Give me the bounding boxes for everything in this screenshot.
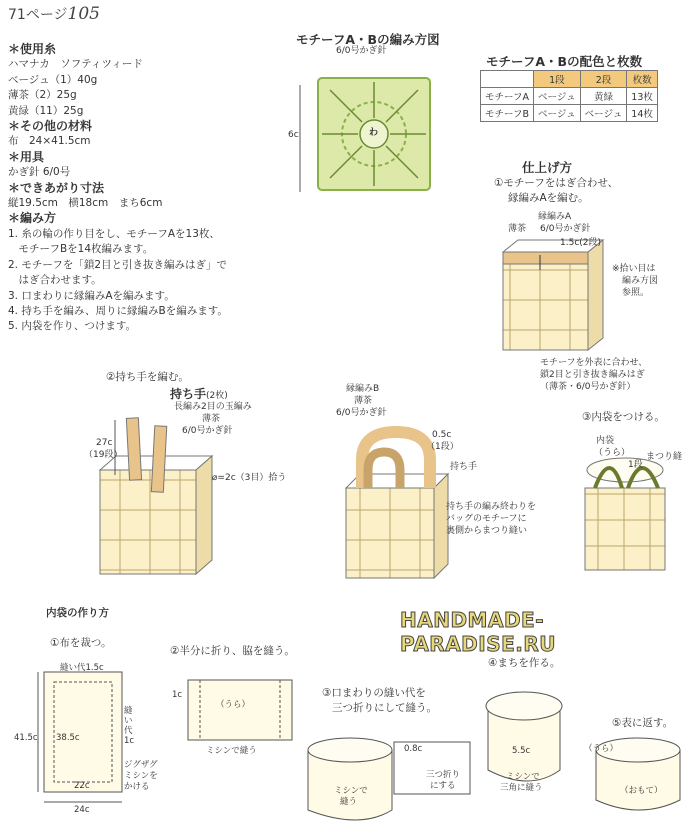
edge-b-label: 縁編みB — [346, 384, 380, 394]
motif-title: モチーフA・Bの編み方図 — [296, 32, 440, 47]
join-2: 鎖2目と引き抜き編みはぎ — [540, 370, 645, 380]
step-line: 4. 持ち手を編み、周りに縁編みBを編みます。 — [8, 304, 228, 317]
steps-heading: ＊編み方 — [8, 211, 57, 226]
step3-fold-2: にする — [430, 781, 456, 791]
finish-title: 仕上げ方 — [522, 160, 573, 175]
attach-step: ③内袋をつける。 — [582, 411, 665, 423]
seam-side-2: い — [124, 716, 133, 726]
step-line: 5. 内袋を作り、つけます。 — [8, 320, 137, 333]
watermark: HANDMADE-PARADISE.RU — [400, 608, 557, 656]
bag-with-lining-illustration — [585, 458, 665, 570]
edge-b-size: 0.5c — [432, 430, 452, 440]
step-line: 2. モチーフを「鎖2目と引き抜き編みはぎ」で — [8, 258, 228, 271]
cloth-size: 布 24×41.5cm — [8, 135, 91, 148]
step-line: モチーフBを14枚編みます。 — [8, 243, 154, 256]
step2-sew: ミシンで縫う — [206, 746, 257, 756]
handle-pick-text: =2c（3目）拾う — [217, 473, 287, 483]
handle-hook: 6/0号かぎ針 — [182, 426, 233, 436]
handle-count: (2枚) — [206, 391, 228, 401]
join-3: （薄茶・6/0号かぎ針） — [540, 382, 636, 392]
other-heading: ＊その他の材料 — [8, 119, 93, 134]
zigzag-2: ミシンを — [124, 771, 158, 781]
finish-step1b: 縁編みAを編む。 — [508, 192, 589, 204]
gusset-diagram — [486, 692, 562, 781]
table-cell: 14枚 — [627, 105, 658, 122]
handle-pick: ⌀=2c（3目）拾う — [212, 473, 287, 483]
seam-side-4: 1c — [124, 736, 135, 746]
zigzag-3: かける — [124, 782, 150, 792]
edge-b-color: 薄茶 — [354, 396, 373, 406]
step3-0-8c: 0.8c — [404, 744, 423, 754]
inner-step2: ②半分に折り、脇を縫う。 — [170, 645, 295, 657]
motif-diagram — [300, 78, 430, 192]
step5-front: （おもて） — [620, 786, 663, 796]
table-cell: 2段 — [580, 71, 627, 88]
page-number: 105 — [67, 4, 100, 24]
color-table-title: モチーフA・Bの配色と枚数 — [486, 54, 643, 69]
handle-title — [170, 385, 228, 402]
yarn-heading: ＊使用糸 — [8, 42, 57, 56]
handle-stitch: 長編み2目の玉編み — [174, 402, 252, 412]
materials-block — [8, 42, 228, 335]
seam-side-3: 代 — [124, 726, 133, 736]
table-header-row — [481, 71, 658, 88]
step2-1c: 1c — [172, 690, 183, 700]
edge-b-hook: 6/0号かぎ針 — [336, 408, 387, 418]
step4-5-5c: 5.5c — [512, 746, 531, 756]
step-line: 1. 糸の輪の作り目をし、モチーフAを13枚、 — [8, 227, 220, 240]
step5-back: （うら） — [584, 744, 619, 754]
table-row — [481, 105, 658, 122]
table-row — [481, 88, 658, 105]
inner-step1: ①布を裁つ。 — [50, 637, 112, 649]
finished-bag-illustration — [503, 240, 603, 350]
edge-a-hook: 6/0号かぎ針 — [540, 224, 591, 234]
step4-sew-2: 三角に縫う — [500, 783, 543, 793]
yarn-brand: ハマナカ ソフティツィード — [8, 58, 143, 71]
handle-rows: （19段） — [84, 450, 123, 460]
sew-2: バッグのモチーフに — [446, 514, 527, 524]
handle-color: 薄茶 — [202, 414, 221, 424]
cloth-height: 41.5c — [14, 733, 38, 743]
inner-step3b: 三つ折りにして縫う。 — [332, 702, 437, 714]
cloth-inner-width: 22c — [74, 781, 90, 791]
color-table — [480, 70, 658, 122]
note-3: 参照。 — [622, 288, 650, 298]
sew-3: 裏側からまつり縫い — [446, 526, 528, 536]
page-label: 71ページ — [8, 7, 68, 23]
note-2: 編み方図 — [622, 276, 659, 286]
cloth-width: 24c — [74, 805, 90, 815]
table-cell: 黄緑 — [580, 88, 627, 105]
yarn-3: 黄緑（11）25g — [8, 104, 84, 117]
step-line: 3. 口まわりに縁編みAを編みます。 — [8, 289, 175, 302]
handle-title-text: 持ち手 — [170, 387, 207, 401]
handle-length: 27c — [96, 438, 113, 448]
page-header — [8, 4, 100, 24]
handle-step: ②持ち手を編む。 — [106, 371, 189, 383]
bag-with-handles-illustration — [346, 432, 448, 578]
inner-step4: ④まちを作る。 — [488, 657, 561, 669]
finished-size: 縦19.5cm 横18cm まち6cm — [8, 197, 163, 210]
seam-side-1: 縫 — [124, 706, 133, 716]
attach-stitch: まつり縫 — [646, 452, 683, 462]
table-cell: 1段 — [534, 71, 581, 88]
attach-back: （うら） — [594, 448, 631, 458]
table-cell: 枚数 — [627, 71, 658, 88]
seam-allowance: 縫い代1.5c — [60, 663, 104, 673]
attach-inner: 内袋 — [596, 436, 615, 446]
step4-sew-1: ミシンで — [506, 772, 540, 782]
hook-size: かぎ針 6/0号 — [8, 166, 71, 179]
yarn-1: ベージュ（1）40g — [8, 73, 98, 86]
cloth-inner-height: 38.5c — [56, 733, 80, 743]
step3-sew-1: ミシンで — [334, 786, 368, 796]
handle-illustration — [100, 418, 212, 574]
attach-row: 1段 — [628, 460, 643, 470]
motif-center: わ — [369, 128, 379, 138]
table-cell — [481, 71, 534, 88]
edge-b-rows: （1段） — [426, 442, 459, 452]
join-1: モチーフを外表に合わせ、 — [540, 358, 648, 368]
zigzag-1: ジグザグ — [124, 760, 158, 770]
table-cell: ベージュ — [580, 105, 627, 122]
motif-hook: 6/0号かぎ針 — [336, 46, 387, 56]
inner-bag-title: 内袋の作り方 — [46, 607, 109, 619]
handle-label: 持ち手 — [450, 462, 478, 472]
tools-heading: ＊用具 — [8, 149, 45, 164]
step3-fold-1: 三つ折り — [426, 770, 461, 780]
yarn-2: 薄茶（2）25g — [8, 89, 77, 102]
note-1: ※拾い目は — [612, 264, 656, 274]
edge-a-size: 1.5c(2段) — [560, 238, 602, 248]
edge-a-label: 縁編みA — [538, 212, 572, 222]
step-line: はぎ合わせます。 — [8, 274, 102, 287]
motif-size: 6c — [288, 130, 299, 140]
table-cell: ベージュ — [534, 88, 581, 105]
step2-back: （うら） — [216, 700, 251, 710]
table-cell: モチーフA — [481, 88, 534, 105]
inner-step3a: ③口まわりの縫い代を — [322, 687, 426, 699]
step3-sew-2: 縫う — [340, 797, 358, 807]
table-cell: 13枚 — [627, 88, 658, 105]
edge-a-color: 薄茶 — [508, 224, 527, 234]
table-cell: ベージュ — [534, 105, 581, 122]
inner-step5: ⑤表に返す。 — [612, 717, 674, 729]
size-heading: ＊できあがり寸法 — [8, 180, 105, 195]
sew-1: 持ち手の編み終わりを — [446, 502, 537, 512]
finish-step1: ①モチーフをはぎ合わせ、 — [494, 177, 619, 189]
table-cell: モチーフB — [481, 105, 534, 122]
